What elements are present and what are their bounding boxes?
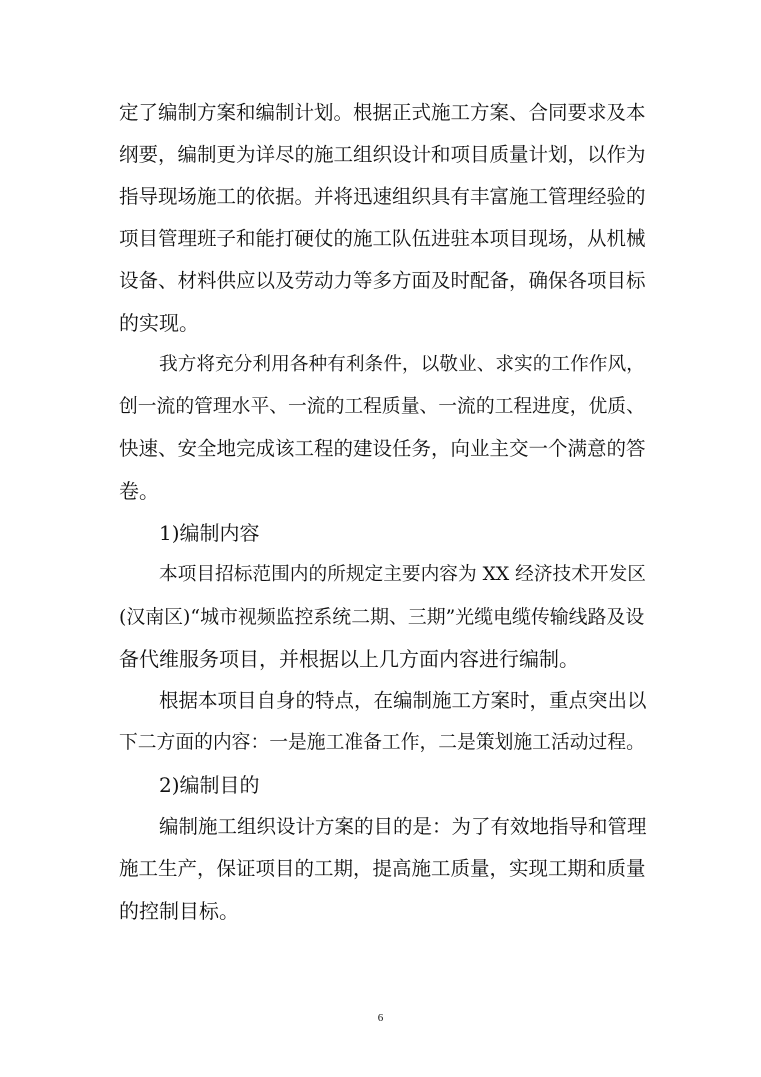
text-line: 定了编制方案和编制计划。根据正式施工方案、合同要求及本 bbox=[119, 101, 646, 124]
text-line: 指导现场施工的依据。并将迅速组织具有丰富施工管理经验的 bbox=[119, 185, 646, 208]
text-line: 项目管理班子和能打硬仗的施工队伍进驻本项目现场，从机械 bbox=[119, 227, 646, 250]
section-heading: 2)编制目的 bbox=[159, 773, 260, 797]
section-heading: 1)编制内容 bbox=[159, 521, 260, 545]
text-line: 我方将充分利用各种有利条件，以敬业、求实的工作作风， bbox=[159, 354, 645, 375]
text-line: 设备、材料供应以及劳动力等多方面及时配备，确保各项目标 bbox=[119, 269, 646, 292]
page-number: 6 bbox=[377, 1012, 384, 1024]
text-line: (汉南区)“城市视频监控系统二期、三期”光缆电缆传输线路及设 bbox=[119, 606, 645, 628]
body-text bbox=[119, 92, 647, 932]
text-line: 的实现。 bbox=[119, 311, 199, 335]
text-line: 编制施工组织设计方案的目的是：为了有效地指导和管理 bbox=[159, 815, 647, 838]
text-line: 创一流的管理水平、一流的工程质量、一流的工程进度，优质、 bbox=[119, 396, 645, 417]
text-line: 的控制目标。 bbox=[119, 899, 239, 923]
text-line: 纲要，编制更为详尽的施工组织设计和项目质量计划，以作为 bbox=[119, 143, 646, 166]
text-line: 快速、安全地完成该工程的建设任务，向业主交一个满意的答 bbox=[119, 437, 646, 460]
text-line: 施工生产，保证项目的工期，提高施工质量，实现工期和质量 bbox=[119, 857, 646, 880]
text-line: 根据本项目自身的特点，在编制施工方案时，重点突出以 bbox=[159, 689, 647, 712]
text-line: 卷。 bbox=[119, 479, 159, 503]
text-line: 下二方面的内容：一是施工准备工作，二是策划施工活动过程。 bbox=[119, 732, 645, 753]
text-line: 本项目招标范围内的所规定主要内容为 XX 经济技术开发区 bbox=[159, 564, 646, 585]
text-line: 备代维服务项目，并根据以上几方面内容进行编制。 bbox=[119, 647, 579, 671]
